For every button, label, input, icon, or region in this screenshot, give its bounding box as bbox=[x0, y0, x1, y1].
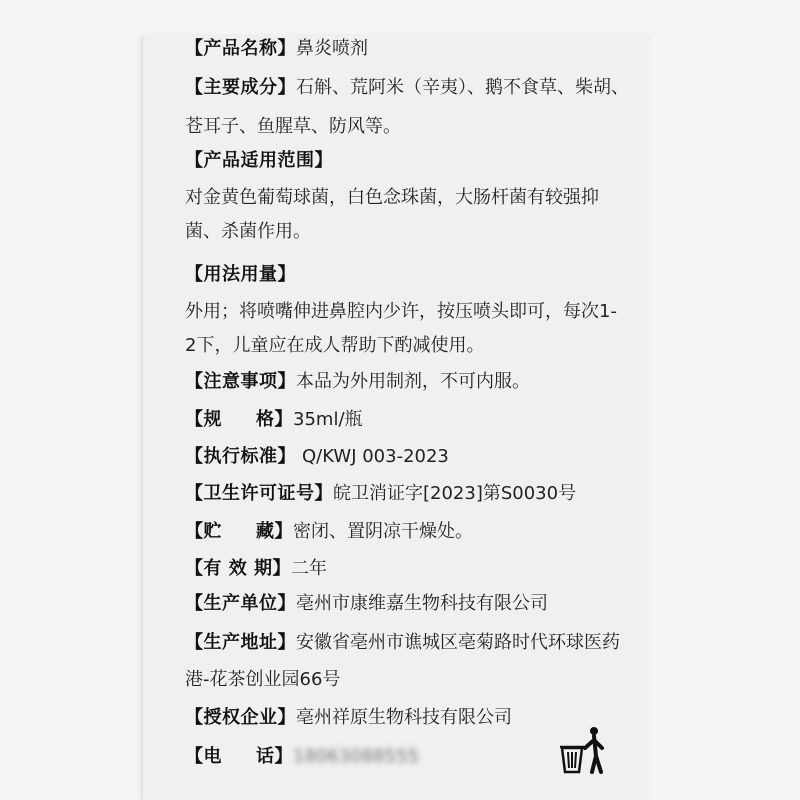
license-label: 【卫生许可证号】 bbox=[185, 483, 333, 504]
row-phone bbox=[185, 745, 419, 769]
scope-text-2: 菌、杀菌作用。 bbox=[185, 221, 311, 242]
address-label: 【生产地址】 bbox=[185, 632, 296, 653]
address-value-cont: 港-花茶创业园66号 bbox=[185, 669, 341, 690]
row-usage bbox=[185, 263, 296, 287]
row-address-cont bbox=[185, 668, 340, 692]
ingredients-value-cont: 苍耳子、鱼腥草、防风等。 bbox=[185, 116, 401, 137]
storage-label-left: 【贮 bbox=[185, 521, 222, 542]
validity-value: 二年 bbox=[291, 558, 328, 579]
label-card-edge bbox=[647, 36, 657, 800]
row-spec bbox=[185, 408, 363, 432]
validity-label: 【有 效 期】 bbox=[185, 558, 292, 579]
authorized-value: 亳州祥原生物科技有限公司 bbox=[296, 707, 512, 728]
storage-value: 密闭、置阴凉干燥处。 bbox=[293, 521, 473, 542]
scope-label: 【产品适用范围】 bbox=[185, 150, 333, 171]
address-value: 安徽省亳州市谯城区亳菊路时代环球医药 bbox=[296, 632, 620, 653]
row-manufacturer bbox=[185, 592, 548, 616]
ingredients-label: 【主要成分】 bbox=[185, 77, 296, 98]
precautions-value: 本品为外用制剂，不可内服。 bbox=[296, 371, 530, 392]
manufacturer-value: 亳州市康维嘉生物科技有限公司 bbox=[296, 593, 548, 614]
usage-label: 【用法用量】 bbox=[185, 264, 296, 285]
row-ingredients bbox=[185, 76, 629, 100]
scope-text-1: 对金黄色葡萄球菌，白色念珠菌，大肠杆菌有较强抑 bbox=[185, 187, 599, 208]
row-license bbox=[185, 482, 576, 506]
usage-text-2: 2下，儿童应在成人帮助下酌减使用。 bbox=[185, 335, 485, 356]
usage-text-1: 外用；将喷嘴伸进鼻腔内少许，按压喷头即可，每次1- bbox=[185, 301, 617, 322]
storage-label-right: 藏】 bbox=[256, 521, 293, 542]
row-address bbox=[185, 631, 620, 655]
standard-value: Q/KWJ 003-2023 bbox=[302, 446, 449, 467]
product-name-value: 鼻炎喷剂 bbox=[296, 38, 368, 59]
phone-label-right: 话】 bbox=[256, 746, 293, 767]
spec-value: 35ml/瓶 bbox=[293, 409, 363, 430]
row-scope-text-2 bbox=[185, 220, 311, 244]
spec-label-right: 格】 bbox=[256, 409, 293, 430]
row-product-name bbox=[185, 37, 368, 61]
row-authorized bbox=[185, 706, 512, 730]
row-storage bbox=[185, 520, 473, 544]
license-value: 皖卫消证字[2023]第S0030号 bbox=[333, 483, 577, 504]
row-ingredients-cont bbox=[185, 115, 401, 139]
row-scope bbox=[185, 149, 333, 173]
row-precautions bbox=[185, 370, 530, 394]
spec-label-left: 【规 bbox=[185, 409, 222, 430]
row-usage-text-2 bbox=[185, 334, 484, 358]
phone-label-left: 【电 bbox=[185, 746, 222, 767]
row-usage-text-1 bbox=[185, 300, 617, 324]
phone-value: 18063088555 bbox=[293, 746, 419, 767]
do-not-litter-bin-icon bbox=[556, 722, 612, 778]
row-standard bbox=[185, 445, 449, 469]
authorized-label: 【授权企业】 bbox=[185, 707, 296, 728]
row-validity bbox=[185, 557, 327, 581]
standard-label: 【执行标准】 bbox=[185, 446, 296, 467]
precautions-label: 【注意事项】 bbox=[185, 371, 296, 392]
ingredients-value: 石斛、荒阿米（辛夷）、鹅不食草、柴胡、 bbox=[296, 77, 629, 98]
manufacturer-label: 【生产单位】 bbox=[185, 593, 296, 614]
product-name-label: 【产品名称】 bbox=[185, 38, 296, 59]
row-scope-text-1 bbox=[185, 186, 599, 210]
